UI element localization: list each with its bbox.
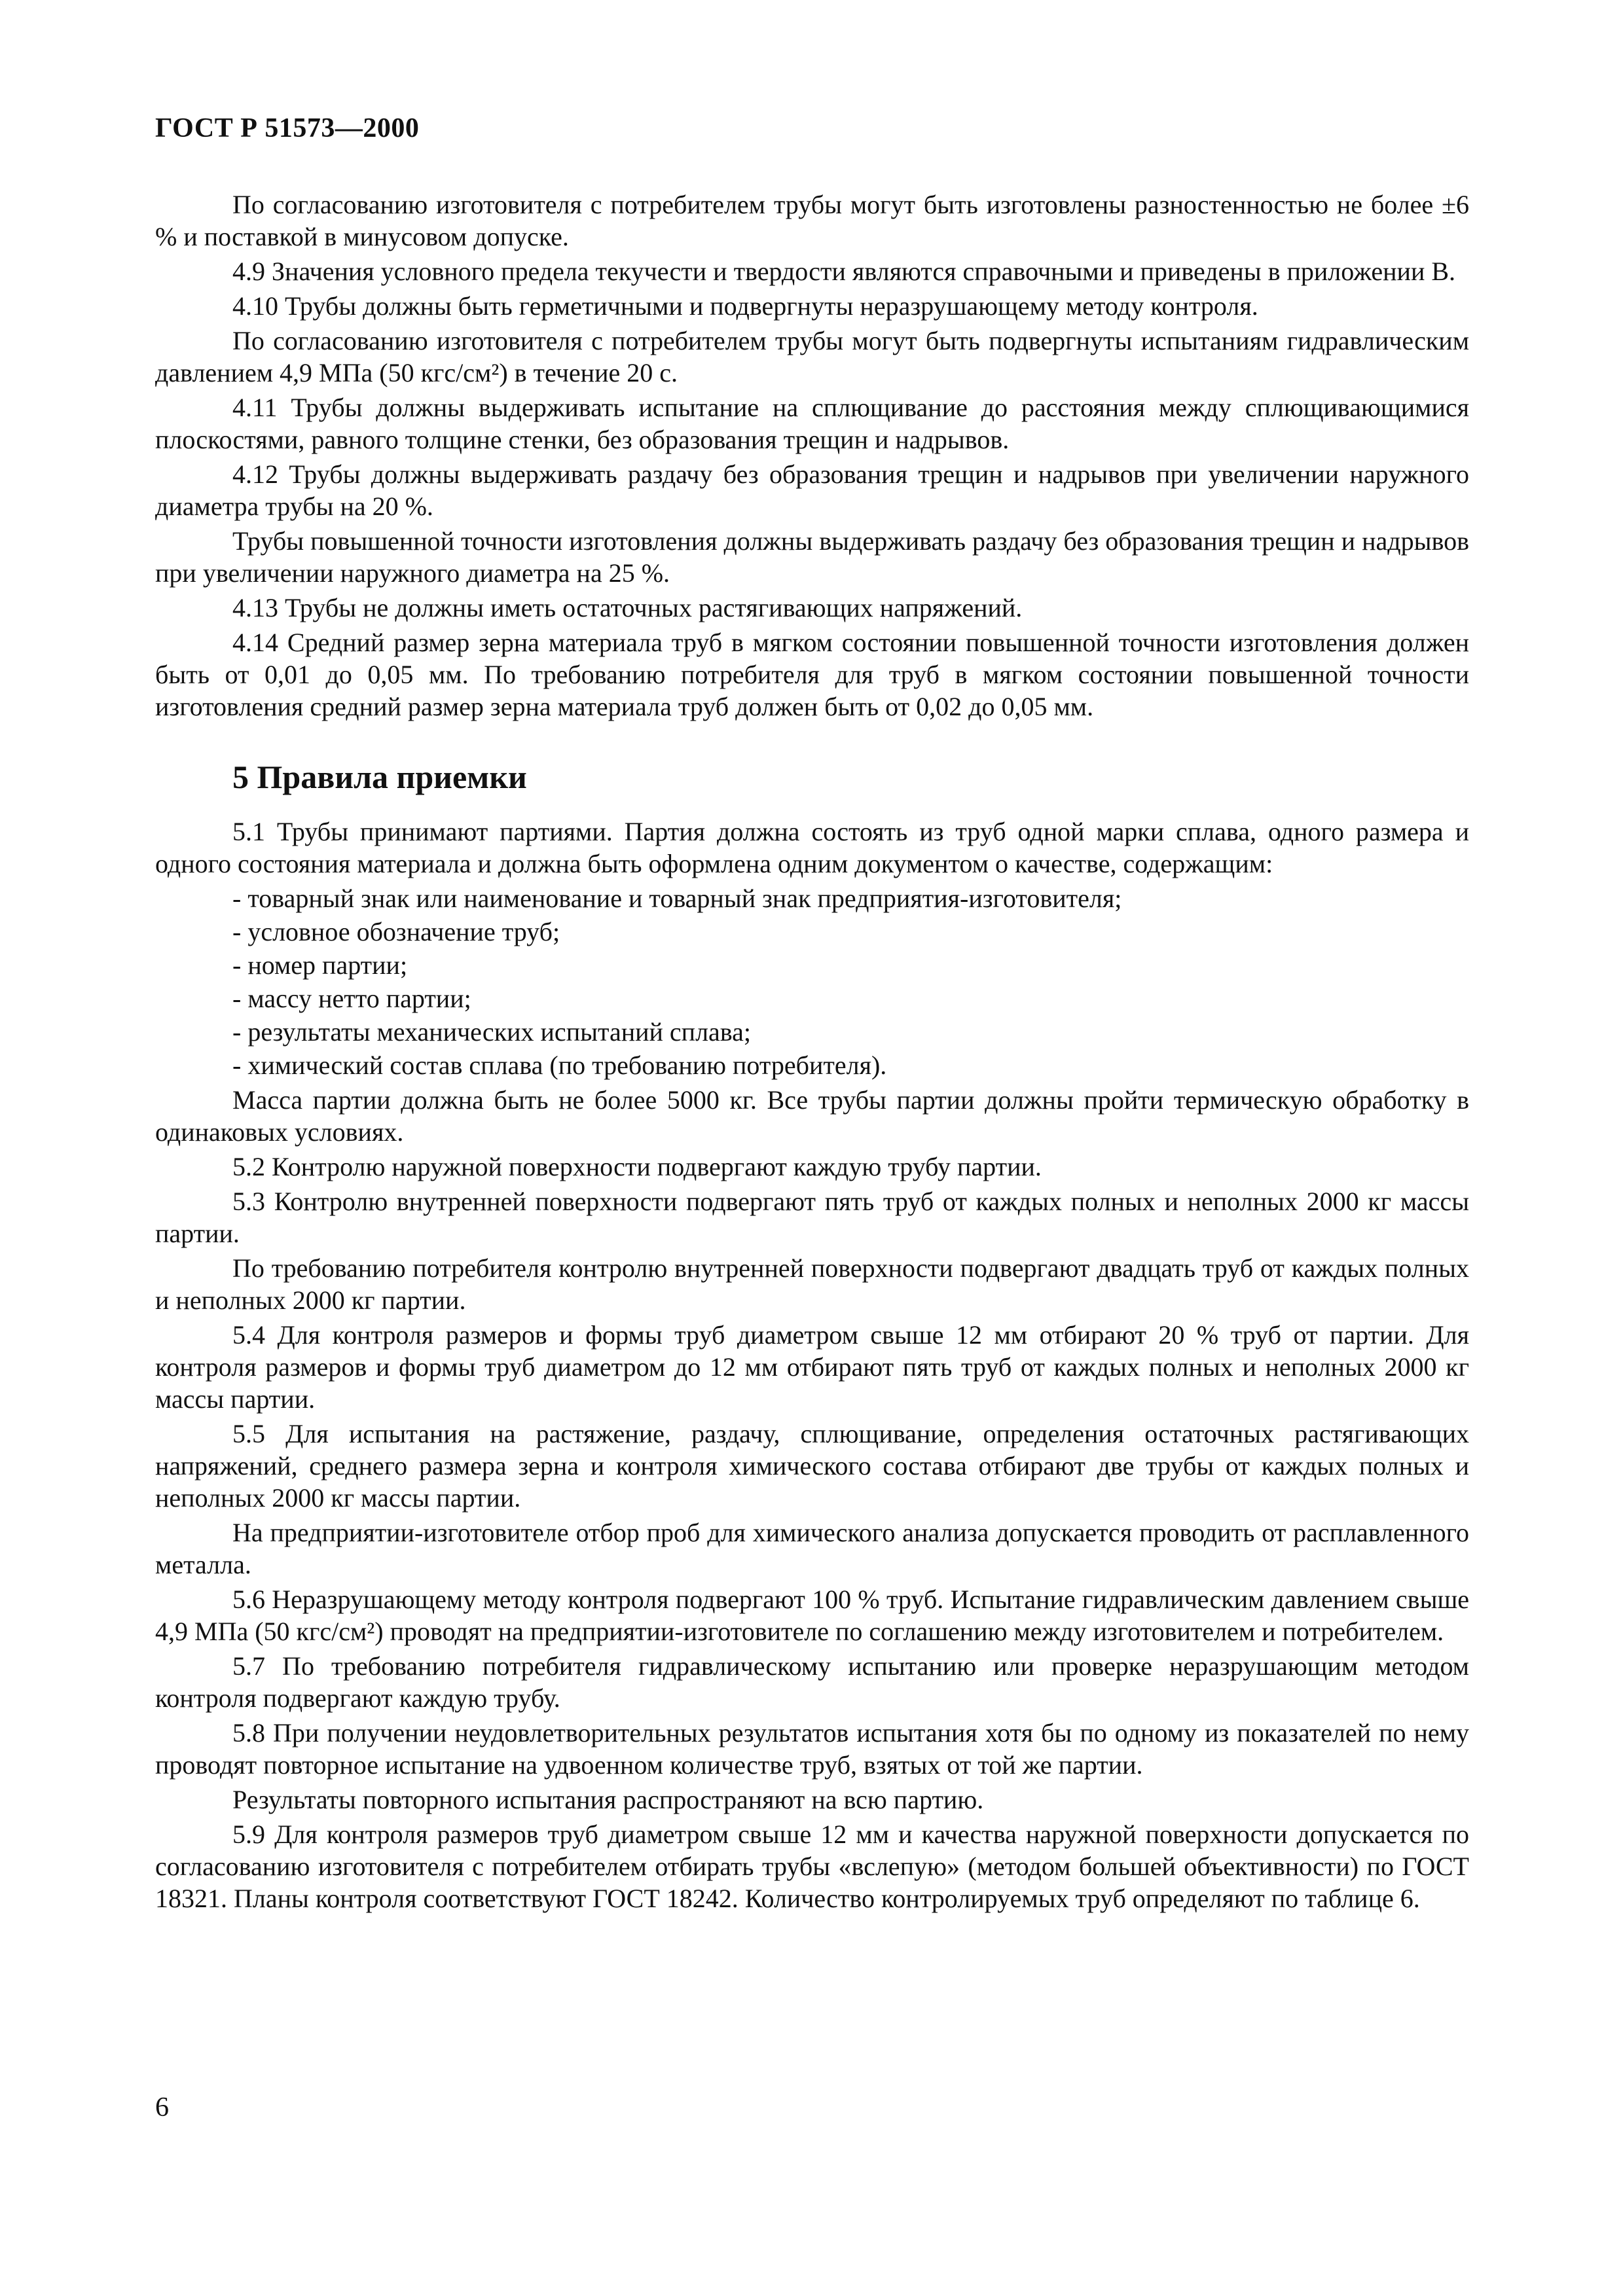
paragraph-5-4: 5.4 Для контроля размеров и формы труб диаметром свыше 12 мм отбирают 20 % труб от партии. Для контроля размеров и формы труб диаметром до 12 мм отбирают пять труб от каждых полных и неполных 2000 кг массы партии.: [155, 1320, 1469, 1414]
paragraph: На предприятии-изготовителе отбор проб для химического анализа допускается проводить от расплавленного металла.: [155, 1518, 1469, 1579]
paragraph-5-5: 5.5 Для испытания на растяжение, раздачу, сплющивание, определения остаточных растягивающих напряжений, среднего размера зерна и контроля химического состава отбирают две трубы от каждых полных и неполных 2000 кг массы партии.: [155, 1419, 1469, 1513]
section-title: 5 Правила приемки: [232, 759, 527, 795]
paragraph: По согласованию изготовителя с потребителем трубы могут быть подвергнуты испытаниям гидравлическим давлением 4,9 МПа (50 кгс/см²) в течение 20 с.: [155, 326, 1469, 387]
paragraph-4-9: 4.9 Значения условного предела текучести и твердости являются справочными и приведены в приложении В.: [232, 257, 1456, 286]
paragraph: Результаты повторного испытания распространяют на всю партию.: [232, 1785, 984, 1814]
list-item: - химический состав сплава (по требованию потребителя).: [232, 1050, 887, 1080]
paragraph-4-14: 4.14 Средний размер зерна материала труб в мягком состоянии повышенной точности изготовления должен быть от 0,01 до 0,05 мм. По требованию потребителя для труб в мягком состоянии повышенной точности изготовления средний размер зерна материала труб должен быть от 0,02 до 0,05 мм.: [155, 628, 1469, 721]
paragraph-5-8: 5.8 При получении неудовлетворительных результатов испытания хотя бы по одному из показателей по нему проводят повторное испытание на удвоенном количестве труб, взятых от той же партии.: [155, 1718, 1469, 1780]
paragraph: Трубы повышенной точности изготовления должны выдерживать раздачу без образования трещин и надрывов при увеличении наружного диаметра на 25 %.: [155, 526, 1469, 588]
paragraph-5-1: 5.1 Трубы принимают партиями. Партия должна состоять из труб одной марки сплава, одного размера и одного состояния материала и должна быть оформлена одним документом о качестве, содержащим:: [155, 817, 1469, 878]
paragraph: Масса партии должна быть не более 5000 кг. Все трубы партии должны пройти термическую обработку в одинаковых условиях.: [155, 1085, 1469, 1147]
list-item: - условное обозначение труб;: [232, 917, 560, 946]
list-item: - результаты механических испытаний сплава;: [232, 1017, 752, 1047]
document-header: ГОСТ Р 51573—2000: [155, 113, 420, 143]
paragraph-5-9: 5.9 Для контроля размеров труб диаметром свыше 12 мм и качества наружной поверхности допускается по согласованию изготовителя с потребителем отбирать трубы «вслепую» (методом большей объективности) по ГОСТ 18321. Планы контроля соответствуют ГОСТ 18242. Количество контролируемых труб определяют по таблице 6.: [155, 1820, 1469, 1913]
list-item: - номер партии;: [232, 950, 408, 980]
list-item: - товарный знак или наименование и товарный знак предприятия-изготовителя;: [232, 884, 1122, 913]
paragraph-4-11: 4.11 Трубы должны выдерживать испытание на сплющивание до расстояния между сплющивающимися плоскостями, равного толщине стенки, без образования трещин и надрывов.: [155, 393, 1469, 454]
paragraph: По требованию потребителя контролю внутренней поверхности подвергают двадцать труб от каждых полных и неполных 2000 кг партии.: [155, 1253, 1469, 1315]
paragraph-4-10: 4.10 Трубы должны быть герметичными и подвергнуты неразрушающему методу контроля.: [232, 291, 1258, 321]
paragraph-5-3: 5.3 Контролю внутренней поверхности подвергают пять труб от каждых полных и неполных 2000 кг массы партии.: [155, 1187, 1469, 1248]
quality-document-list: [155, 882, 1469, 1081]
paragraph-5-6: 5.6 Неразрушающему методу контроля подвергают 100 % труб. Испытание гидравлическим давлением свыше 4,9 МПа (50 кгс/см²) проводят на предприятии-изготовителе по соглашению между изготовителем и потребителем.: [155, 1585, 1469, 1646]
paragraph-4-13: 4.13 Трубы не должны иметь остаточных растягивающих напряжений.: [232, 593, 1023, 622]
paragraph: По согласованию изготовителя с потребителем трубы могут быть изготовлены разностенностью не более ±6 % и поставкой в минусовом допуске.: [155, 190, 1469, 251]
paragraph-5-2: 5.2 Контролю наружной поверхности подвергают каждую трубу партии.: [232, 1152, 1042, 1181]
list-item: - массу нетто партии;: [232, 984, 471, 1013]
document-body: [155, 188, 1469, 1917]
paragraph-5-7: 5.7 По требованию потребителя гидравлическому испытанию или проверке неразрушающим методом контроля подвергают каждую трубу.: [155, 1651, 1469, 1713]
page-number: 6: [155, 2092, 169, 2123]
paragraph-4-12: 4.12 Трубы должны выдерживать раздачу без образования трещин и надрывов при увеличении наружного диаметра трубы на 20 %.: [155, 459, 1469, 521]
